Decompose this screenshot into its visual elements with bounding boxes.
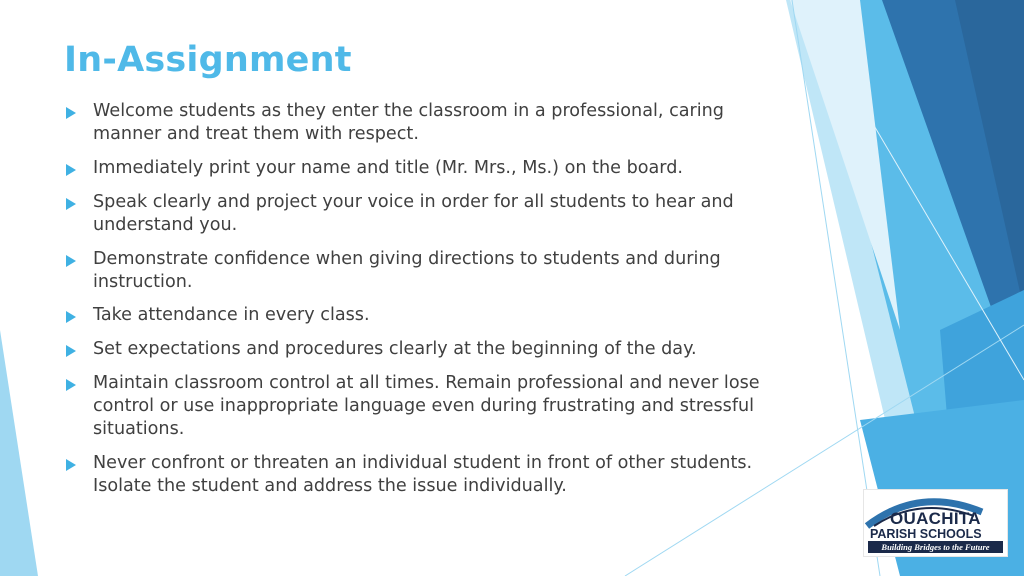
triangle-right-icon: [66, 107, 76, 119]
bullet-list: [64, 100, 764, 509]
triangle-right-icon: [66, 164, 76, 176]
bullet-text: Take attendance in every class.: [93, 305, 370, 326]
slide-title: In-Assignment: [64, 40, 352, 80]
logo-tagline: Building Bridges to the Future: [868, 541, 1003, 553]
list-item: [64, 338, 764, 361]
bullet-text: Demonstrate confidence when giving directions to students and during instruction.: [93, 248, 721, 292]
list-item: [64, 452, 764, 498]
school-logo: [864, 490, 1007, 556]
bullet-text: Welcome students as they enter the classroom in a professional, caring manner and treat them with respect.: [93, 101, 724, 145]
bullet-text: Never confront or threaten an individual student in front of other students. Isolate the student and address the issue individually.: [93, 452, 753, 497]
list-item: [64, 248, 764, 294]
bullet-text: Maintain classroom control at all times. Remain professional and never lose control or use inappropriate language even during frustrating and stressful situations.: [93, 372, 760, 440]
list-item: [64, 304, 764, 327]
left-accent-shape: [0, 330, 38, 576]
triangle-right-icon: [66, 459, 76, 471]
triangle-right-icon: [66, 198, 76, 210]
list-item: [64, 157, 764, 180]
bullet-text: Speak clearly and project your voice in order for all students to hear and understand you.: [93, 191, 734, 235]
bullet-text: Set expectations and procedures clearly at the beginning of the day.: [93, 339, 697, 360]
list-item: [64, 100, 764, 146]
triangle-right-icon: [66, 311, 76, 323]
list-item: [64, 191, 764, 237]
triangle-right-icon: [66, 345, 76, 357]
logo-name-line2: PARISH SCHOOLS: [870, 527, 982, 541]
logo-name-line1: OUACHITA: [890, 509, 981, 528]
bullet-text: Immediately print your name and title (Mr. Mrs., Ms.) on the board.: [93, 157, 683, 178]
list-item: [64, 372, 764, 442]
triangle-right-icon: [66, 255, 76, 267]
triangle-right-icon: [66, 379, 76, 391]
